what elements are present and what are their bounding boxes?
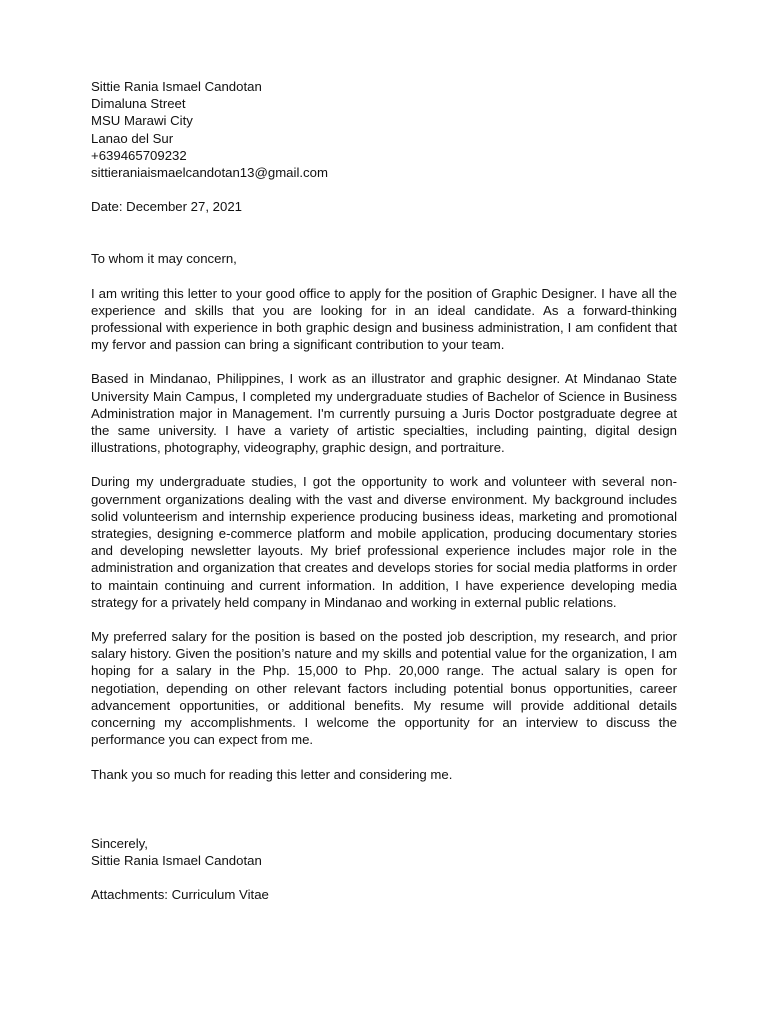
paragraph-salary: My preferred salary for the position is based on the posted job description, my research, and prior salary history. Given the position’s nature and my skills and potential value for the organization, I am hoping for a salary in the Php. 15,000 to Php. 20,000 range. The actual salary is open for negotiation, depending on other relevant factors including potential bonus opportunities, career advancement opportunities, or additional benefits. My resume will provide additional details concerning my accomplishments. I welcome the opportunity for an interview to discuss the performance you can expect from me. (91, 629, 677, 748)
sender-province: Lanao del Sur (91, 130, 174, 146)
letter-content (91, 78, 677, 903)
sender-city: MSU Marawi City (91, 113, 193, 129)
sender-address-block (91, 78, 677, 181)
paragraph-intro: I am writing this letter to your good office to apply for the position of Graphic Designer. I have all the experience and skills that you are looking for in an ideal candidate. As a forward-thinking professional with experience in both graphic design and business administration, I am confident that my fervor and passion can bring a significant contribution to your team. (91, 285, 677, 353)
attachments-line: Attachments: Curriculum Vitae (91, 887, 269, 903)
greeting: To whom it may concern, (91, 251, 237, 267)
sender-phone: +639465709232 (91, 147, 187, 163)
letter-date: Date: December 27, 2021 (91, 199, 243, 215)
paragraph-experience: During my undergraduate studies, I got the opportunity to work and volunteer with several non-government organizations dealing with the vast and diverse environment. My background includes solid volunteerism and internship experience producing business ideas, marketing and promotional strategies, designing e-commerce platform and mobile application, producing documentary stories and developing newsletter layouts. My brief professional experience includes major role in the administration and organization that creates and develops stories for social media platforms in order to maintain continuing and current information. In addition, I have experience developing media strategy for a privately held company in Mindanao and working in external public relations. (91, 474, 677, 610)
signer-name: Sittie Rania Ismael Candotan (91, 852, 262, 868)
closing-block (91, 835, 677, 869)
closing-salutation: Sincerely, (91, 835, 148, 851)
paragraph-background: Based in Mindanao, Philippines, I work as an illustrator and graphic designer. At Mindanao State University Main Campus, I completed my undergraduate studies of Bachelor of Science in Business Administration major in Management. I'm currently pursuing a Juris Doctor postgraduate degree at the same university. I have a variety of artistic specialties, including painting, digital design illustrations, photography, videography, graphic design, and portraiture. (91, 371, 677, 456)
sender-email: sittieraniaismaelcandotan13@gmail.com (91, 165, 328, 181)
thanks-line: Thank you so much for reading this letter and considering me. (91, 766, 453, 782)
sender-street: Dimaluna Street (91, 96, 186, 112)
sender-name: Sittie Rania Ismael Candotan (91, 79, 262, 94)
